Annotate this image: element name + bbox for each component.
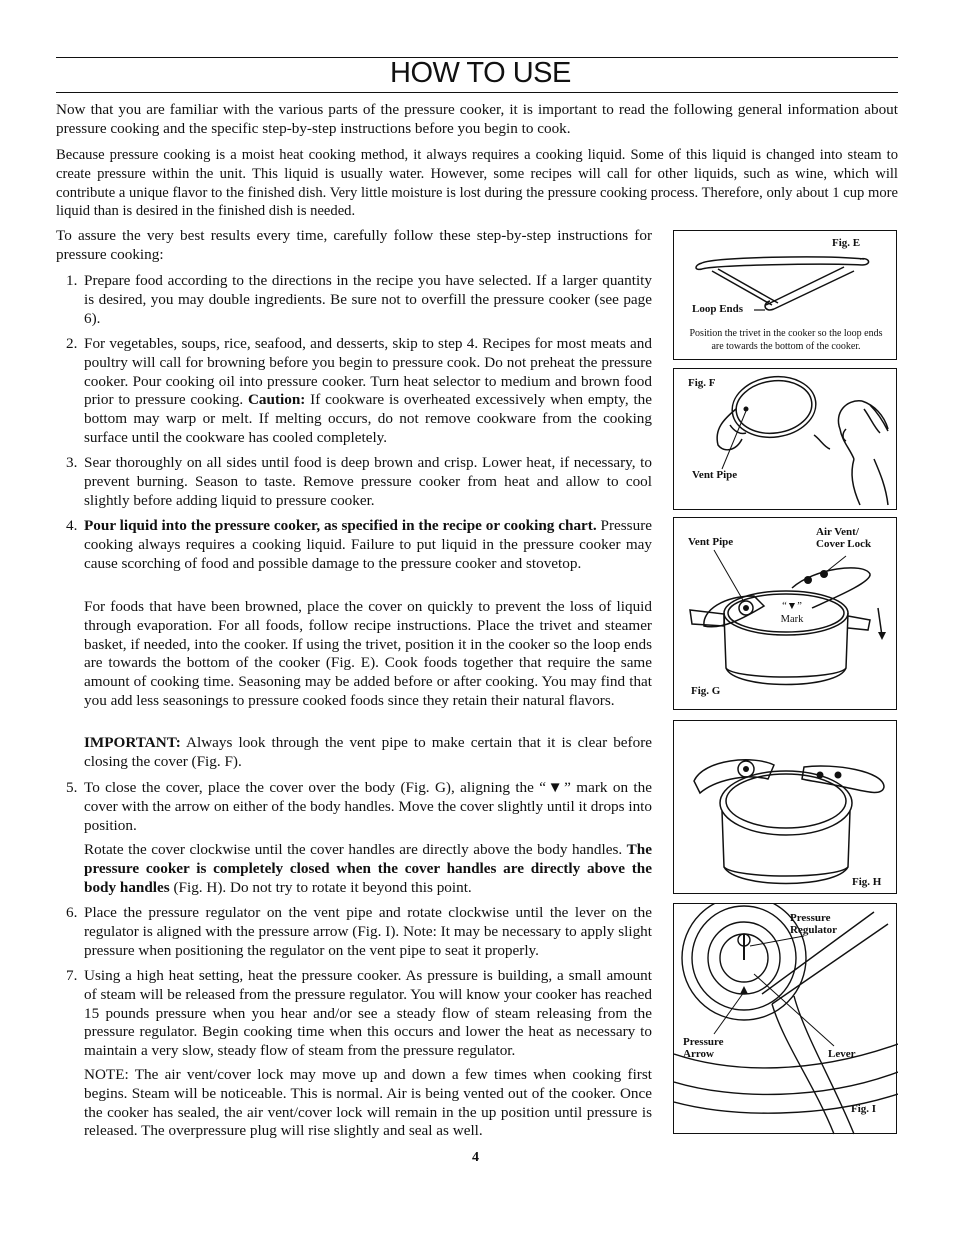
page-number: 4 [472,1150,479,1165]
figure-i [673,903,897,1134]
intro-paragraph-1: Now that you are familiar with the various parts of the pressure cooker, it is important to read the following general information about pressure cooking and the specific step-by-step instructions before you begin to cook. [56,101,898,137]
step-number: 4. [66,517,78,534]
step-number: 3. [66,454,78,471]
fig-h-label: Fig. H [852,876,882,888]
pressure-regulator-illustration [674,904,898,1135]
step-text: Place the pressure regulator on the vent pipe and rotate clockwise until the lever on the regulator is aligned with the pressure arrow (Fig. I). Note: It may be necessary to apply slight pressure when positioning the regulator on the vent pipe to seat it properly. [84,904,652,959]
step-5-paragraph-2: Rotate the cover clockwise until the cover handles are directly above the body handles. The pressure cooker is completely closed when the cover handles are directly above the body handles (Fig. H). Do not try to rotate it beyond this point. [84,841,652,896]
mark-callout: “▼” Mark [780,601,804,625]
step-text: Prepare food according to the directions in the recipe you have selected. If a larger quantity is desired, you may double ingredients. Be sure not to overfill the pressure cooker (see page 6). [84,272,652,327]
air-vent-cover-lock-callout: Air Vent/ Cover Lock [816,526,872,550]
step-4 [56,517,652,573]
vent-pipe-callout: Vent Pipe [692,469,738,481]
fig-i-label: Fig. I [851,1103,877,1115]
step-5 [56,779,652,835]
page-title: HOW TO USE [390,57,571,89]
caution-label: Caution: [247,391,306,409]
closed-cooker-illustration [674,721,898,895]
step-text: Using a high heat setting, heat the pressure cooker. As pressure is building, a small amount of steam will be released from the pressure regulator. You will know your cooker has reached 15 pounds pressure when you hear and/or see a steady flow of steam releasing from the pressure regulator. Begin cooking time when this occurs and lower the heat as necessary to maintain a very slow, steady flow of steam from the pressure regulator. [84,967,652,1060]
pressure-regulator-callout: Pressure Regulator [790,912,838,936]
pressure-arrow-callout: Pressure Arrow [683,1036,724,1060]
step-7 [56,967,652,1061]
step-4-paragraph-3: IMPORTANT: Always look through the vent pipe to make certain that it is clear before closing the cover (Fig. F). [84,734,652,770]
important-label: IMPORTANT: [84,734,181,751]
step-bold-lead: Pour liquid into the pressure cooker, as specified in the recipe or cooking chart. [84,517,597,534]
figure-e [673,230,897,360]
step-4-paragraph-2: For foods that have been browned, place the cover on quickly to prevent the loss of liquid through evaporation. For all foods, follow recipe instructions. Place the trivet and steamer basket, if needed, into the cooker. If using the trivet, position it in the cooker so the loop ends are towards the bottom of the cooker (Fig. E). Cook foods together that require the same amount of cooking time. Seasoning may be added before or after cooking. You may find that you add less seasonings to pressure cooked foods since they retain their natural flavors. [84,598,652,709]
step-text: To close the cover, place the cover over the body (Fig. G), aligning the “▼” mark on the cover with the arrow on either of the body handles. Move the cover slightly until it drops into position. [84,779,652,834]
step-number: 7. [66,967,78,984]
step-number: 1. [66,272,78,289]
figure-h [673,720,897,894]
figure-g [673,517,897,710]
step-number: 6. [66,904,78,921]
fig-e-caption: Position the trivet in the cooker so the loop ends are towards the bottom of the cooker. [689,328,883,352]
step-number: 5. [66,779,78,796]
intro-paragraph-3: To assure the very best results every time, carefully follow these step-by-step instructions for pressure cooking: [56,227,652,263]
fig-e-label: Fig. E [832,237,861,249]
loop-ends-callout: Loop Ends [692,303,744,315]
step-number: 2. [66,335,78,352]
step-text: Sear thoroughly on all sides until food is deep brown and crisp. Lower heat, if necessary, to prevent burning. Season to taste. Remove pressure cooker from heat and allow to cool slightly before adding liquid to pressure cooker. [84,454,652,509]
vent-pipe-callout: Vent Pipe [688,536,734,548]
step-text: Pressure cooking always requires a cooking liquid. Failure to put liquid in the pressure cooker may cause scorching of food and possible damage to the pressure cooker and stovetop. [84,517,652,572]
lever-callout: Lever [828,1048,856,1060]
step-text-cont: If cookware is overheated excessively when empty, the bottom may warp or melt. If melting occurs, do not remove cookware from the cooking surface until the cookware has cooled completely. [84,391,653,446]
step-text: For vegetables, soups, rice, seafood, and desserts, skip to step 4. Recipes for most meats and poultry will call for browning before you begin to pressure cook. Do not preheat the pressure cooker. Pour cooking oil into pressure cooker. Turn heat selector to medium and brown food prior to pressure cooking. [84,335,652,409]
step-6 [56,904,652,960]
title-rule [56,92,898,93]
fig-g-label: Fig. G [691,685,721,697]
step-1 [56,272,652,328]
step-7-note: NOTE: The air vent/cover lock may move up and down a few times when cooking first begins. Steam will be noticeable. This is normal. Air is being vented out of the cooker. Once the cooker has sealed, the air vent/cover lock will remain in the up position until pressure is released. The overpressure plug will rise slightly and seal as well. [84,1066,652,1140]
intro-paragraph-2: Because pressure cooking is a moist heat cooking method, it always requires a cooking liquid. Some of this liquid is changed into steam to create pressure within the unit. This liquid is usually water. However, some recipes will call for other liquids, such as wine, which will contribute a unique flavor to the finished dish. Very little moisture is lost during the pressure cooking process. Therefore, only about 1 cup more liquid than is desired in the finished dish is needed. [56,147,898,220]
step-3 [56,454,652,510]
closed-note-bold: The pressure cooker is completely closed when the cover handles are directly above the body handles [84,841,652,896]
fig-f-label: Fig. F [688,377,716,389]
figure-f [673,368,897,510]
vent-pipe-check-illustration [674,369,898,511]
step-2 [56,335,652,448]
